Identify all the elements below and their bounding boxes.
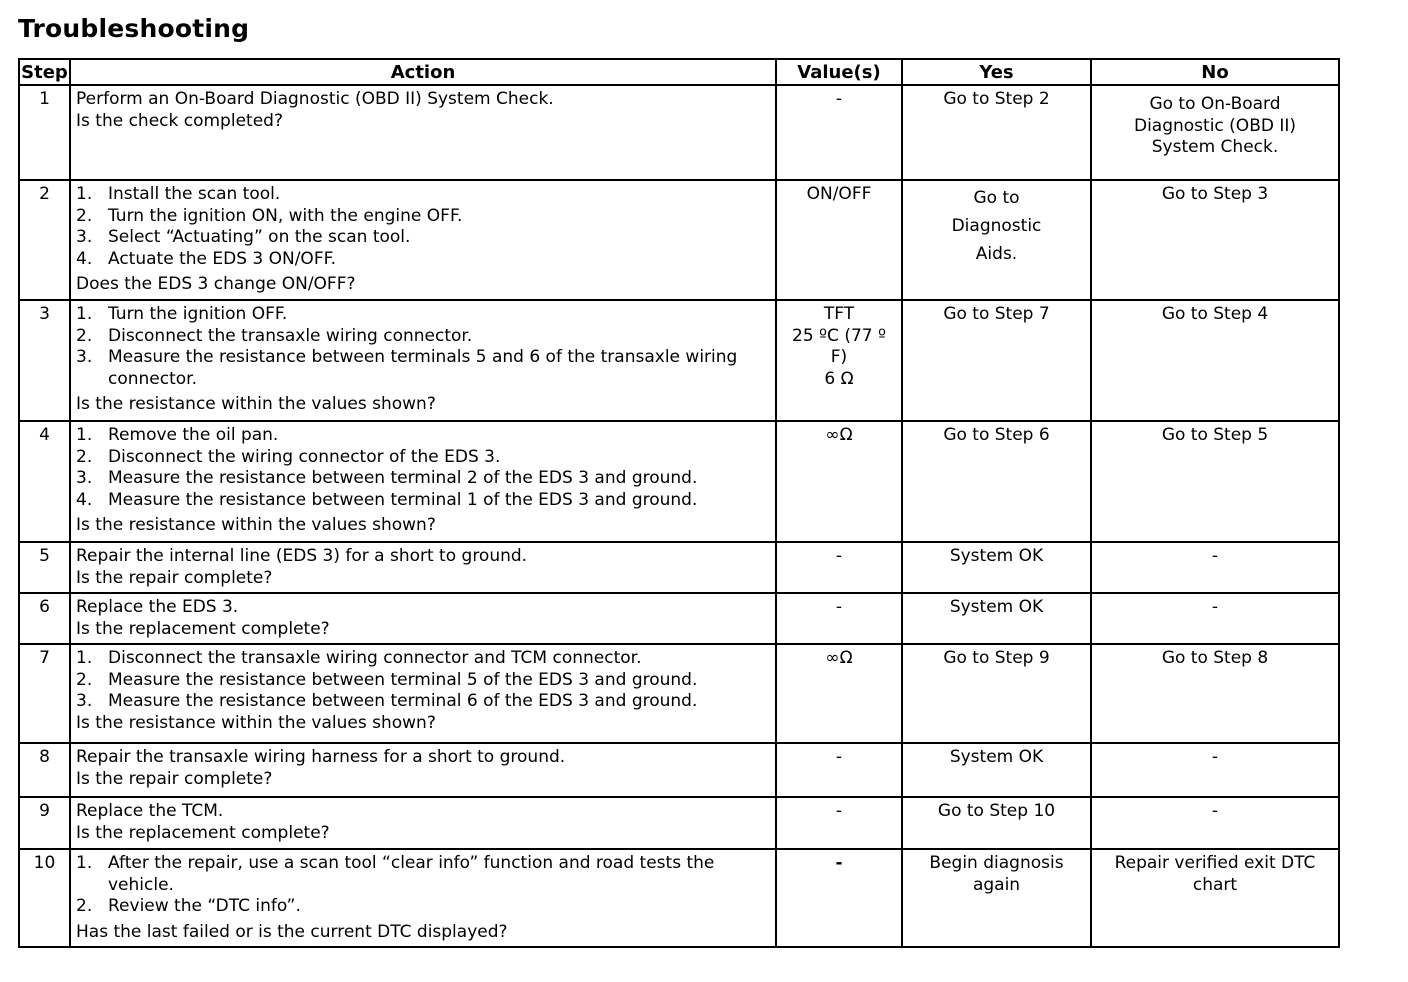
yes-cell: Go to Step 2 xyxy=(902,85,1091,180)
action-item: 2. Turn the ignition ON, with the engine OFF. xyxy=(76,205,463,226)
column-header-no: No xyxy=(1091,59,1339,85)
value-cell xyxy=(776,300,902,421)
yes-cell: Go to Diagnostic Aids. xyxy=(902,180,1091,300)
action-cell xyxy=(70,180,776,300)
step-number: 2 xyxy=(19,180,70,300)
value-cell: - xyxy=(776,85,902,180)
action-item: 3. Measure the resistance between terminal 6 of the EDS 3 and ground. xyxy=(76,691,698,711)
action-item: 3. Measure the resistance between terminal 2 of the EDS 3 and ground. xyxy=(76,468,698,488)
action-question: Has the last failed or is the current DTC displayed? xyxy=(76,921,508,942)
step-number: 3 xyxy=(19,300,70,421)
action-cell xyxy=(70,85,776,180)
table-row xyxy=(19,797,1339,849)
action-cell xyxy=(70,743,776,797)
step-number: 9 xyxy=(19,797,70,849)
page-title: Troubleshooting xyxy=(18,14,250,43)
column-header-yes: Yes xyxy=(902,59,1091,85)
yes-cell: Go to Step 9 xyxy=(902,644,1091,743)
step-number: 6 xyxy=(19,593,70,644)
action-cell xyxy=(70,542,776,593)
no-cell: Go to Step 4 xyxy=(1091,300,1339,421)
table-row xyxy=(19,85,1339,180)
value-cell: - xyxy=(776,797,902,849)
table-row xyxy=(19,743,1339,797)
value-line: TFT xyxy=(823,304,855,324)
action-question: Is the replacement complete? xyxy=(76,618,330,639)
value-line: 25 ºC (77 º F) xyxy=(792,325,886,367)
table-row xyxy=(19,300,1339,421)
no-cell: - xyxy=(1091,743,1339,797)
action-cell xyxy=(70,797,776,849)
yes-cell: System OK xyxy=(902,542,1091,593)
column-header-action: Action xyxy=(70,59,776,85)
action-question: Is the resistance within the values shown? xyxy=(76,515,436,535)
no-cell: Go to Step 8 xyxy=(1091,644,1339,743)
action-cell xyxy=(70,421,776,542)
step-number: 5 xyxy=(19,542,70,593)
step-number: 1 xyxy=(19,85,70,180)
action-question: Is the replacement complete? xyxy=(76,822,330,843)
action-question: Is the repair complete? xyxy=(76,768,273,789)
value-cell: ON/OFF xyxy=(776,180,902,300)
action-question: Is the resistance within the values shown? xyxy=(76,394,436,414)
step-number: 4 xyxy=(19,421,70,542)
action-item: 1. Turn the ignition OFF. xyxy=(76,304,288,324)
action-cell xyxy=(70,849,776,947)
action-item: 2. Disconnect the wiring connector of the EDS 3. xyxy=(76,446,501,467)
value-line: 6 Ω xyxy=(824,368,854,389)
value-cell: - xyxy=(776,849,902,947)
column-header-step: Step xyxy=(19,59,70,85)
action-question: Does the EDS 3 change ON/OFF? xyxy=(76,274,356,294)
table-header-row xyxy=(19,59,1339,85)
no-cell: Go to Step 3 xyxy=(1091,180,1339,300)
value-cell: ∞Ω xyxy=(776,421,902,542)
action-line: Repair the transaxle wiring harness for a short to ground. xyxy=(76,747,566,767)
no-cell: Go to On-Board Diagnostic (OBD II) System Check. xyxy=(1091,85,1339,180)
action-question: Is the resistance within the values shown? xyxy=(76,712,436,733)
action-cell xyxy=(70,300,776,421)
no-cell: Go to Step 5 xyxy=(1091,421,1339,542)
table-row xyxy=(19,180,1339,300)
troubleshooting-table xyxy=(18,58,1340,948)
table-row xyxy=(19,593,1339,644)
table-row xyxy=(19,849,1339,947)
action-item: 3. Measure the resistance between terminals 5 and 6 of the transaxle wiring connector. xyxy=(76,347,738,389)
no-cell: - xyxy=(1091,593,1339,644)
action-line: Repair the internal line (EDS 3) for a short to ground. xyxy=(76,546,528,566)
action-line: Replace the EDS 3. xyxy=(76,597,239,617)
action-item: 1. Remove the oil pan. xyxy=(76,425,279,445)
yes-cell: Begin diagnosis again xyxy=(902,849,1091,947)
action-line: Perform an On-Board Diagnostic (OBD II) System Check. xyxy=(76,89,554,109)
action-item: 1. Disconnect the transaxle wiring connector and TCM connector. xyxy=(76,648,642,668)
step-number: 8 xyxy=(19,743,70,797)
action-item: 2. Review the “DTC info”. xyxy=(76,896,301,916)
no-cell: - xyxy=(1091,797,1339,849)
step-number: 10 xyxy=(19,849,70,947)
table-row xyxy=(19,421,1339,542)
action-item: 1. Install the scan tool. xyxy=(76,184,281,204)
value-cell: ∞Ω xyxy=(776,644,902,743)
yes-cell: System OK xyxy=(902,593,1091,644)
yes-cell: Go to Step 6 xyxy=(902,421,1091,542)
action-cell xyxy=(70,644,776,743)
action-item: 1. After the repair, use a scan tool “clear info” function and road tests the vehicle. xyxy=(76,853,715,895)
no-cell: Repair verified exit DTC chart xyxy=(1091,849,1339,947)
yes-cell: Go to Step 10 xyxy=(902,797,1091,849)
action-question: Is the check completed? xyxy=(76,110,283,131)
action-question: Is the repair complete? xyxy=(76,567,273,588)
action-item: 2. Disconnect the transaxle wiring connector. xyxy=(76,325,473,346)
step-number: 7 xyxy=(19,644,70,743)
table-row xyxy=(19,644,1339,743)
action-item: 4. Actuate the EDS 3 ON/OFF. xyxy=(76,248,337,269)
column-header-values: Value(s) xyxy=(776,59,902,85)
value-cell: - xyxy=(776,542,902,593)
value-cell: - xyxy=(776,593,902,644)
action-line: Replace the TCM. xyxy=(76,801,224,821)
value-cell: - xyxy=(776,743,902,797)
table-row xyxy=(19,542,1339,593)
action-item: 4. Measure the resistance between terminal 1 of the EDS 3 and ground. xyxy=(76,489,698,510)
action-item: 3. Select “Actuating” on the scan tool. xyxy=(76,227,411,247)
yes-cell: System OK xyxy=(902,743,1091,797)
yes-cell: Go to Step 7 xyxy=(902,300,1091,421)
action-item: 2. Measure the resistance between terminal 5 of the EDS 3 and ground. xyxy=(76,669,698,690)
action-cell xyxy=(70,593,776,644)
no-cell: - xyxy=(1091,542,1339,593)
